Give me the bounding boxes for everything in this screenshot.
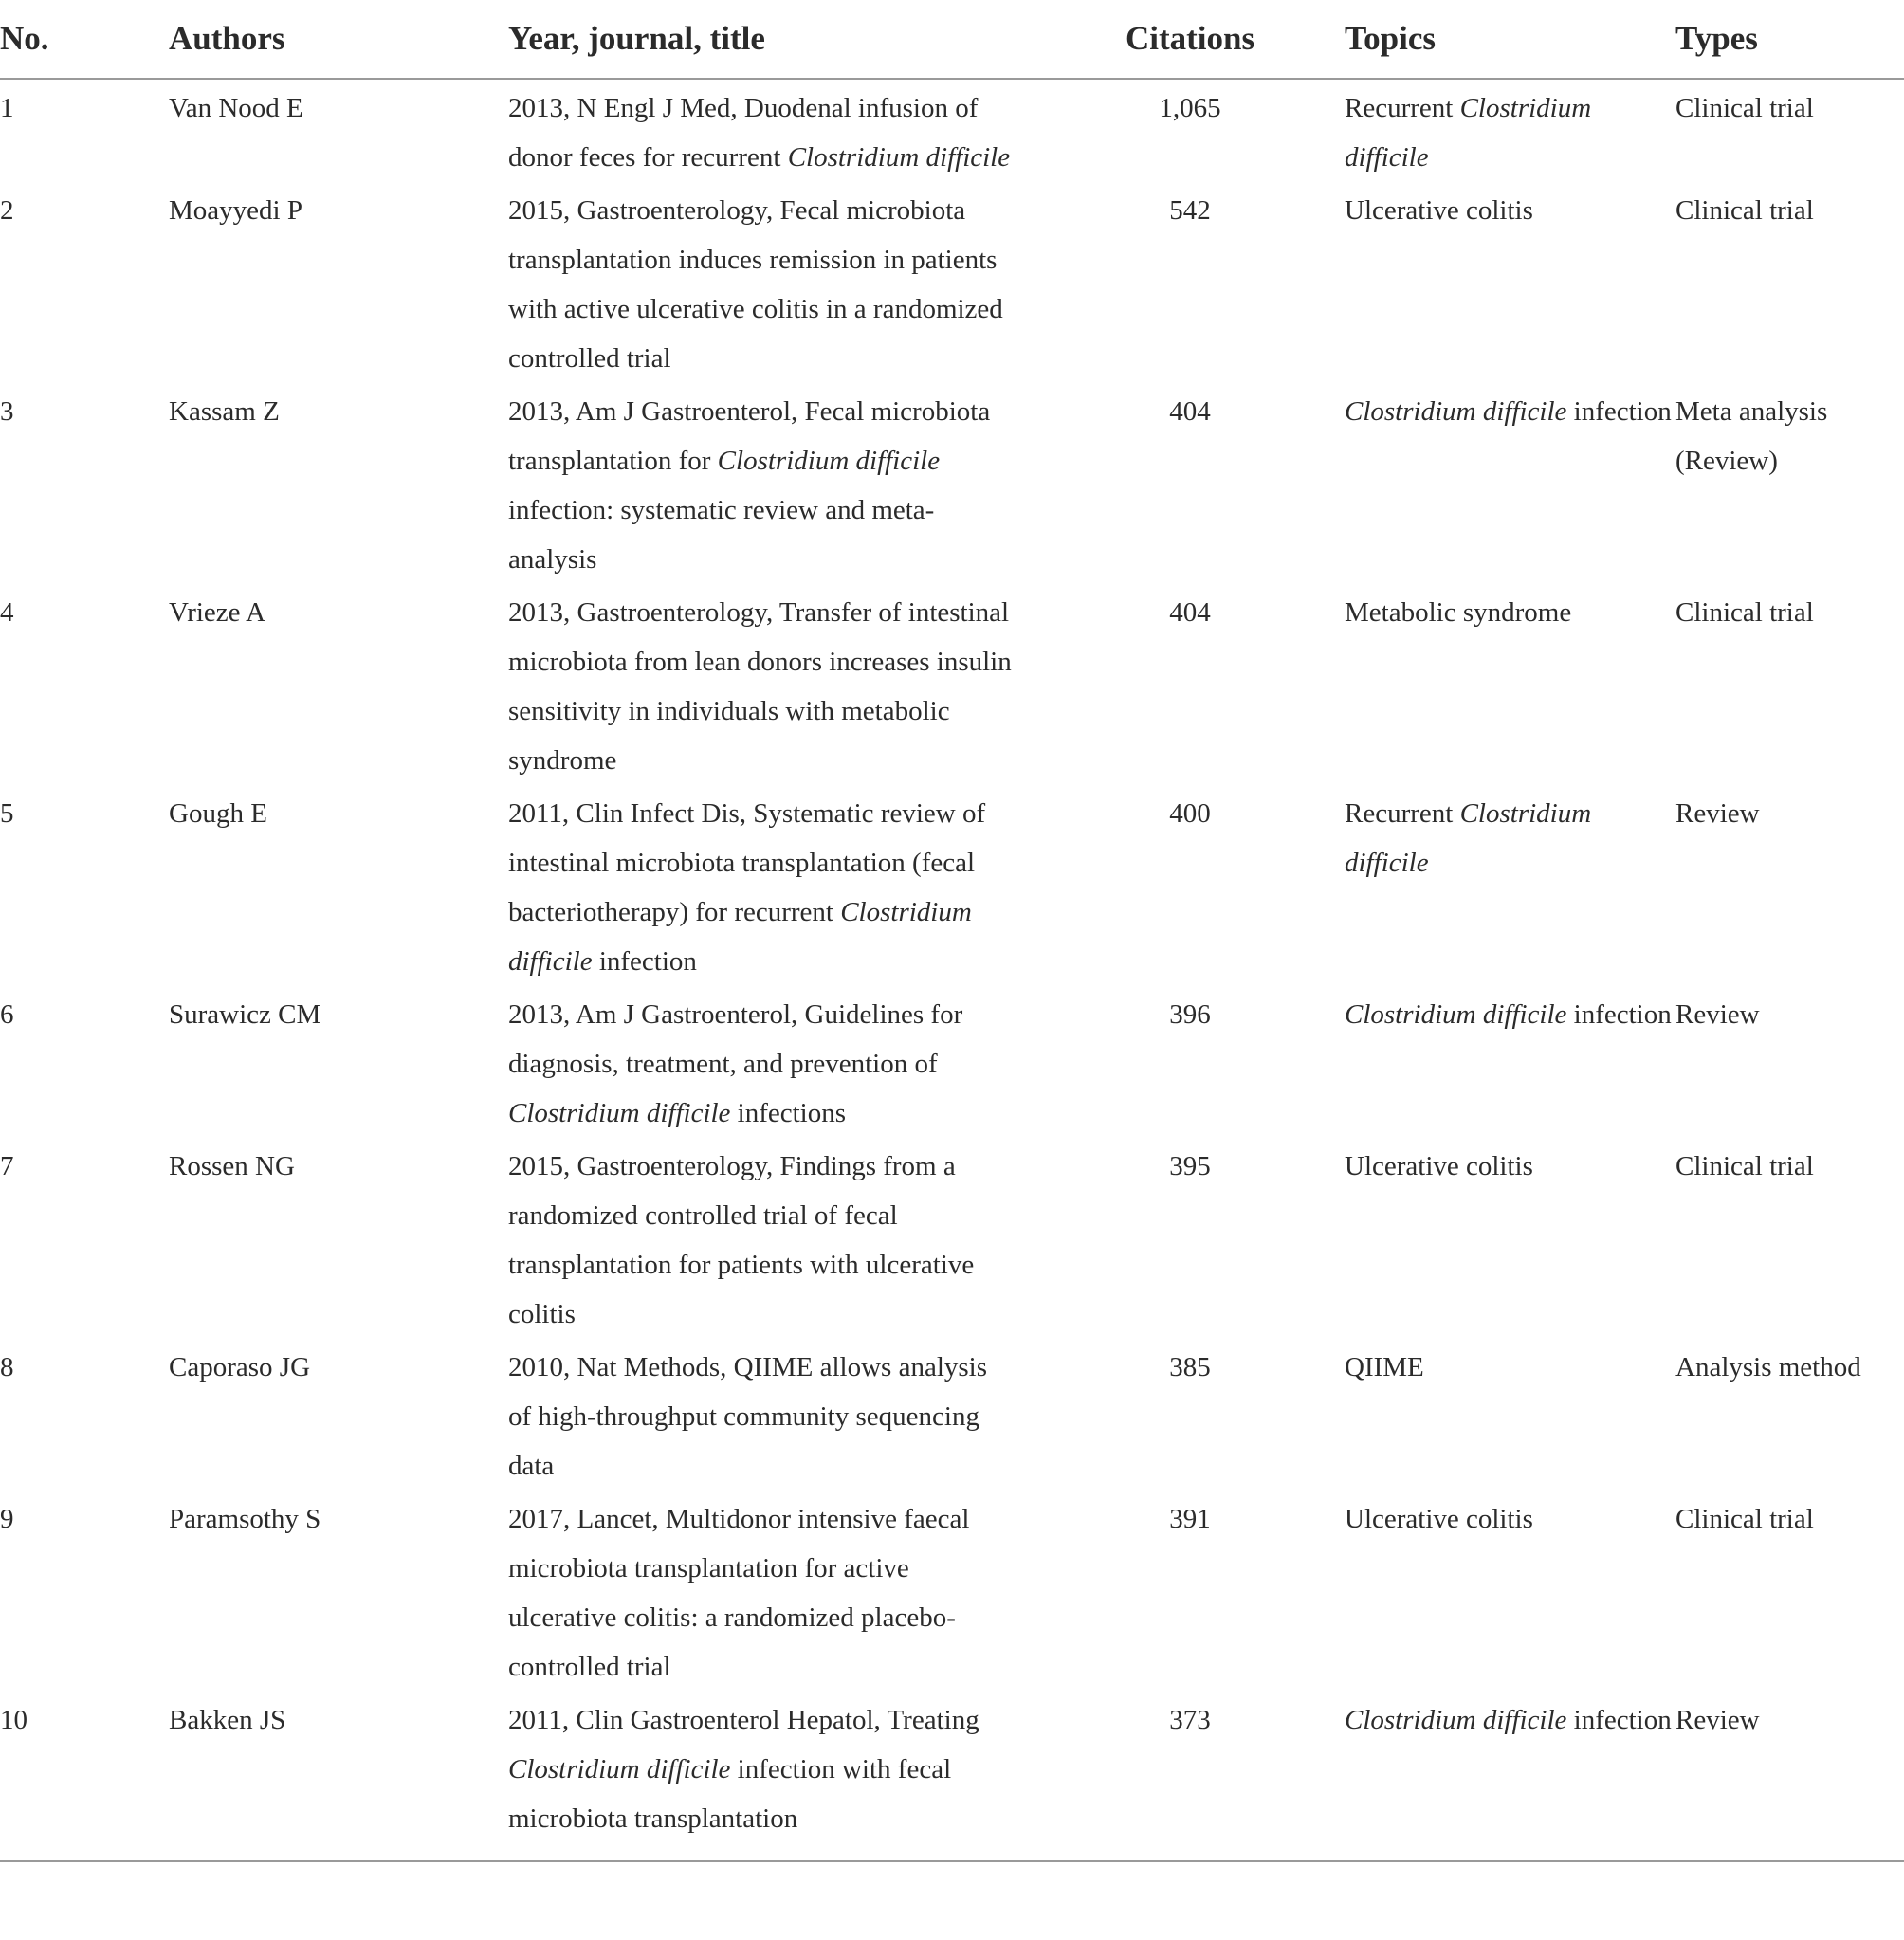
cell-no: 7 [0, 1151, 14, 1181]
title-text: 2013, N Engl J Med, Duodenal infusion of donor feces for recurrent [508, 93, 979, 173]
topic-text: Metabolic syndrome [1345, 597, 1572, 628]
topic-italic-text: Clostridium difficile [1345, 93, 1592, 173]
cell-no: 6 [0, 999, 14, 1030]
cell-topics [1345, 79, 1675, 182]
title-text: 2013, Gastroenterology, Transfer of intestinal microbiota from lean donors increases insulin sensitivity in individuals with metabolic syndrome [508, 597, 1012, 776]
title-text-end: infection with fecal microbiota transplantation [508, 1754, 952, 1834]
cell-year-journal-title [508, 986, 1035, 1138]
table-footer-rule [0, 1861, 1904, 1862]
topic-italic-text: Clostridium difficile [1345, 999, 1567, 1030]
title-text-end: infection [592, 946, 697, 977]
cell-citations: 400 [1169, 798, 1211, 829]
header-topics: Topics [1345, 0, 1675, 79]
cell-citations: 1,065 [1159, 93, 1221, 123]
header-year-journal-title: Year, journal, title [508, 0, 1035, 79]
footer-rule-row [0, 1861, 1904, 1862]
title-text: 2013, Am J Gastroenterol, Guidelines for diagnosis, treatment, and prevention of [508, 999, 963, 1079]
title-text: 2015, Gastroenterology, Fecal microbiota transplantation induces remission in patients with active ulcerative colitis in a randomized controlled trial [508, 195, 1003, 374]
cell-no: 3 [0, 396, 14, 427]
cell-year-journal-title [508, 1491, 1035, 1692]
cell-authors: Kassam Z [169, 396, 280, 427]
cell-authors: Paramsothy S [169, 1504, 321, 1534]
topic-text: Ulcerative colitis [1345, 1151, 1533, 1181]
topic-text-end: infection [1566, 396, 1672, 427]
cell-types: Analysis method [1675, 1352, 1861, 1382]
title-text: 2010, Nat Methods, QIIME allows analysis of high-throughput community sequencing data [508, 1352, 988, 1481]
table-row [0, 584, 1904, 785]
cell-year-journal-title [508, 1339, 1035, 1491]
table-row [0, 1491, 1904, 1692]
table-row [0, 785, 1904, 986]
table-row [0, 383, 1904, 584]
cell-topics [1345, 584, 1675, 785]
header-row [0, 0, 1904, 79]
cell-topics [1345, 986, 1675, 1138]
cell-citations: 385 [1169, 1352, 1211, 1382]
bottom-rule [0, 1861, 1904, 1862]
cell-types: Meta analysis (Review) [1675, 396, 1828, 476]
table-row [0, 986, 1904, 1138]
title-text: 2013, Am J Gastroenterol, Fecal microbiota transplantation for [508, 396, 991, 476]
cell-authors: Vrieze A [169, 597, 266, 628]
topic-text: Recurrent [1345, 93, 1460, 123]
table-body [0, 79, 1904, 1861]
cell-topics [1345, 1491, 1675, 1692]
topic-italic-text: Clostridium difficile [1345, 1705, 1567, 1735]
topic-italic-text: Clostridium difficile [1345, 396, 1567, 427]
cell-citations: 373 [1169, 1705, 1211, 1735]
title-text-end: infection: systematic review and meta-analysis [508, 495, 935, 575]
cell-topics [1345, 1339, 1675, 1491]
table-row [0, 1692, 1904, 1861]
cell-no: 5 [0, 798, 14, 829]
title-text: 2015, Gastroenterology, Findings from a randomized controlled trial of fecal transplantation for patients with ulcerative colitis [508, 1151, 975, 1329]
table-row [0, 1339, 1904, 1491]
cell-types: Clinical trial [1675, 195, 1814, 226]
cell-no: 1 [0, 93, 14, 123]
cell-authors: Van Nood E [169, 93, 303, 123]
cell-citations: 404 [1169, 396, 1211, 427]
title-text: 2011, Clin Infect Dis, Systematic review of intestinal microbiota transplantation (fecal bacteriotherapy) for recurrent [508, 798, 986, 927]
cell-authors: Moayyedi P [169, 195, 302, 226]
title-italic-text: Clostridium difficile [787, 142, 1011, 173]
cell-year-journal-title [508, 383, 1035, 584]
topic-text: QIIME [1345, 1352, 1424, 1382]
cell-types: Clinical trial [1675, 597, 1814, 628]
cell-authors: Surawicz CM [169, 999, 321, 1030]
cell-types: Review [1675, 798, 1760, 829]
header-no: No. [0, 0, 169, 79]
header-authors: Authors [169, 0, 508, 79]
topic-italic-text: Clostridium difficile [1345, 798, 1592, 878]
topic-text: Ulcerative colitis [1345, 195, 1533, 226]
cell-no: 9 [0, 1504, 14, 1534]
cell-year-journal-title [508, 182, 1035, 383]
cell-citations: 542 [1169, 195, 1211, 226]
title-italic-text: Clostridium difficile [717, 446, 941, 476]
cell-year-journal-title [508, 584, 1035, 785]
header-types: Types [1675, 0, 1904, 79]
cell-year-journal-title [508, 79, 1035, 182]
cell-year-journal-title [508, 1692, 1035, 1861]
cell-types: Review [1675, 999, 1760, 1030]
table-row [0, 182, 1904, 383]
cell-no: 4 [0, 597, 14, 628]
cell-topics [1345, 1692, 1675, 1861]
cell-no: 8 [0, 1352, 14, 1382]
cell-year-journal-title [508, 785, 1035, 986]
cell-topics [1345, 182, 1675, 383]
cell-types: Clinical trial [1675, 93, 1814, 123]
header-citations: Citations [1035, 0, 1345, 79]
cell-authors: Caporaso JG [169, 1352, 311, 1382]
table-row [0, 1138, 1904, 1339]
cell-authors: Bakken JS [169, 1705, 286, 1735]
table-header [0, 0, 1904, 79]
cell-types: Clinical trial [1675, 1504, 1814, 1534]
topic-text: Recurrent [1345, 798, 1460, 829]
cell-citations: 391 [1169, 1504, 1211, 1534]
cell-citations: 396 [1169, 999, 1211, 1030]
topic-text-end: infection [1566, 999, 1672, 1030]
cell-authors: Rossen NG [169, 1151, 295, 1181]
title-italic-text: Clostridium difficile [508, 1754, 731, 1784]
title-italic-text: Clostridium difficile [508, 1098, 731, 1128]
cell-citations: 395 [1169, 1151, 1211, 1181]
cell-topics [1345, 383, 1675, 584]
cell-authors: Gough E [169, 798, 267, 829]
cell-topics [1345, 785, 1675, 986]
cell-year-journal-title [508, 1138, 1035, 1339]
topic-text-end: infection [1566, 1705, 1672, 1735]
cell-no: 10 [0, 1705, 27, 1735]
table-row [0, 79, 1904, 182]
title-text-end: infections [730, 1098, 847, 1128]
cell-no: 2 [0, 195, 14, 226]
cell-types: Review [1675, 1705, 1760, 1735]
title-text: 2011, Clin Gastroenterol Hepatol, Treating [508, 1705, 979, 1735]
title-italic-text: Clostridium difficile [508, 897, 972, 977]
cell-types: Clinical trial [1675, 1151, 1814, 1181]
cell-topics [1345, 1138, 1675, 1339]
cell-citations: 404 [1169, 597, 1211, 628]
title-text: 2017, Lancet, Multidonor intensive faecal microbiota transplantation for active ulcerative colitis: a randomized placebo-controlled trial [508, 1504, 970, 1682]
topic-text: Ulcerative colitis [1345, 1504, 1533, 1534]
